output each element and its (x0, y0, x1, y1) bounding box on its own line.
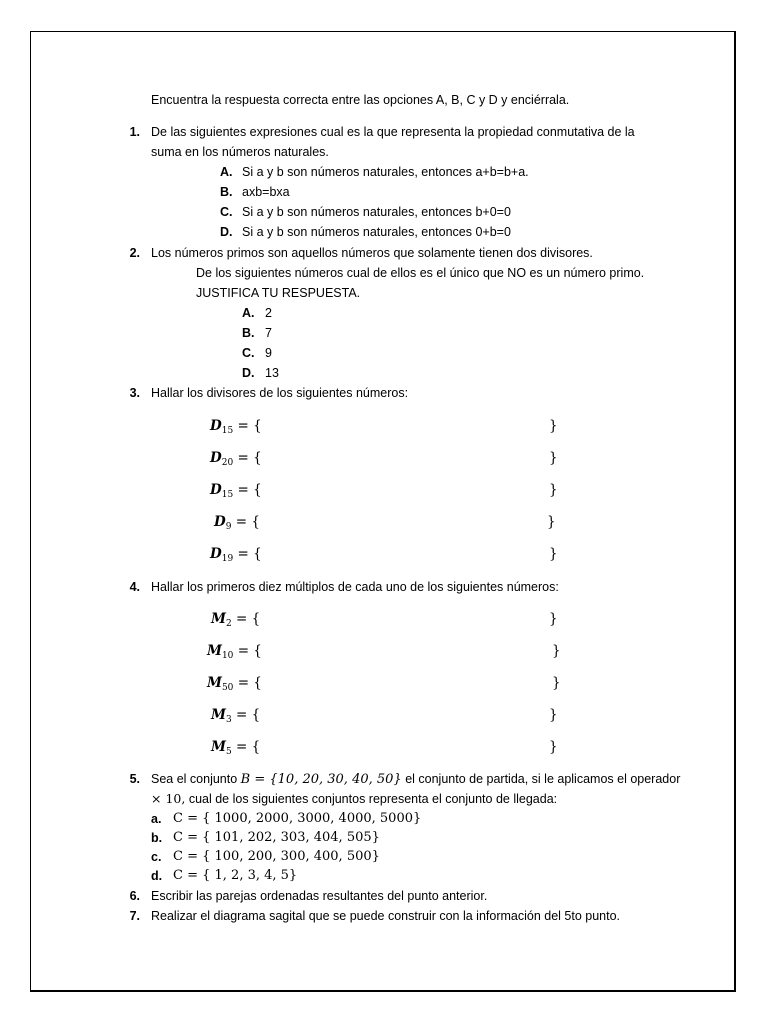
question-5-number: 5. (129, 772, 140, 786)
question-2-text-line3: JUSTIFICA TU RESPUESTA. (196, 286, 361, 300)
multiple-set-m10: $M_{10}$ = { (207, 643, 262, 661)
q5-option-b-set: C = { 101, 202, 303, 404, 505} (173, 830, 380, 845)
multiple-set-m10-close: } (552, 643, 561, 659)
multiple-set-m50: $M_{50}$ = { (207, 675, 262, 693)
q1-option-b-letter: B. (220, 185, 233, 199)
multiple-set-m3-close: } (549, 707, 558, 723)
q1-option-a-text: Si a y b son números naturales, entonces a+b=b+a. (242, 165, 529, 179)
q5-option-c-letter: c. (151, 850, 162, 864)
question-4-number: 4. (129, 580, 140, 594)
q2-option-b-text: 7 (265, 326, 272, 340)
question-1-number: 1. (129, 125, 140, 139)
question-3-text: Hallar los divisores de los siguientes números: (151, 386, 409, 400)
question-1-text-line2: suma en los números naturales. (151, 145, 329, 159)
q1-option-a-letter: A. (220, 165, 233, 179)
question-1-text-line1: De las siguientes expresiones cual es la que representa la propiedad conmutativa de la (151, 125, 635, 139)
q1-option-c-letter: C. (220, 205, 233, 219)
multiple-set-m50-close: } (552, 675, 561, 691)
q2-option-a-letter: A. (242, 306, 255, 320)
q1-option-c-text: Si a y b son números naturales, entonces b+0=0 (242, 205, 511, 219)
question-2-text-line2: De los siguientes números cual de ellos es el único que NO es un número primo. (196, 266, 645, 280)
divisor-set-d15-a-close: } (549, 418, 558, 434)
divisor-set-d9-close: } (547, 514, 556, 530)
multiple-set-m3: $M_3$ = { (211, 707, 261, 725)
q5-option-d-set: C = { 1, 2, 3, 4, 5} (173, 868, 298, 883)
multiple-set-m2-close: } (549, 611, 558, 627)
q5-option-d-letter: d. (151, 869, 163, 883)
q5-option-c-set: C = { 100, 200, 300, 400, 500} (173, 849, 380, 864)
divisor-set-d20: $D_{20}$ = { (210, 450, 262, 468)
q2-option-c-letter: C. (242, 346, 255, 360)
question-7-text: Realizar el diagrama sagital que se puede construir con la información del 5to punto. (151, 909, 621, 923)
divisor-set-d15-b: $D_{15}$ = { (210, 482, 262, 500)
question-2-number: 2. (129, 246, 140, 260)
multiple-set-m5: $M_5$ = { (211, 739, 261, 757)
question-4-text: Hallar los primeros diez múltiplos de cada uno de los siguientes números: (151, 580, 559, 594)
q1-option-d-text: Si a y b son números naturales, entonces 0+b=0 (242, 225, 511, 239)
multiple-set-m2: $M_2$ = { (211, 611, 261, 629)
multiple-set-m5-close: } (549, 739, 558, 755)
q5-option-a-set: C = { 1000, 2000, 3000, 4000, 5000} (173, 811, 422, 826)
q2-option-a-text: 2 (265, 306, 272, 320)
question-7-number: 7. (129, 909, 140, 923)
q1-option-d-letter: D. (220, 225, 233, 239)
q2-option-c-text: 9 (265, 346, 272, 360)
question-3-number: 3. (129, 386, 140, 400)
q2-option-d-letter: D. (242, 366, 255, 380)
question-6-number: 6. (129, 889, 140, 903)
q5-option-b-letter: b. (151, 831, 163, 845)
q1-option-b-text: axb=bxa (242, 185, 290, 199)
question-2-text-line1: Los números primos son aquellos números que solamente tienen dos divisores. (151, 246, 593, 260)
q2-option-d-text: 13 (265, 366, 279, 380)
divisor-set-d19-close: } (549, 546, 558, 562)
divisor-set-d19: $D_{19}$ = { (210, 546, 262, 564)
divisor-set-d15-a: $D_{15}$ = { (210, 418, 262, 436)
question-5-line1: Sea el conjunto B = {10, 20, 30, 40, 50} el conjunto de partida, si le aplicamos el operador (151, 772, 681, 787)
divisor-set-d15-b-close: } (549, 482, 558, 498)
question-5-line2: × 10, cual de los siguientes conjuntos representa el conjunto de llegada: (151, 791, 558, 806)
divisor-set-d20-close: } (549, 450, 558, 466)
instructions: Encuentra la respuesta correcta entre las opciones A, B, C y D y enciérrala. (151, 93, 570, 107)
question-6-text: Escribir las parejas ordenadas resultantes del punto anterior. (151, 889, 488, 903)
divisor-set-d9: $D_9$ = { (214, 514, 260, 532)
q5-option-a-letter: a. (151, 812, 162, 826)
q2-option-b-letter: B. (242, 326, 255, 340)
